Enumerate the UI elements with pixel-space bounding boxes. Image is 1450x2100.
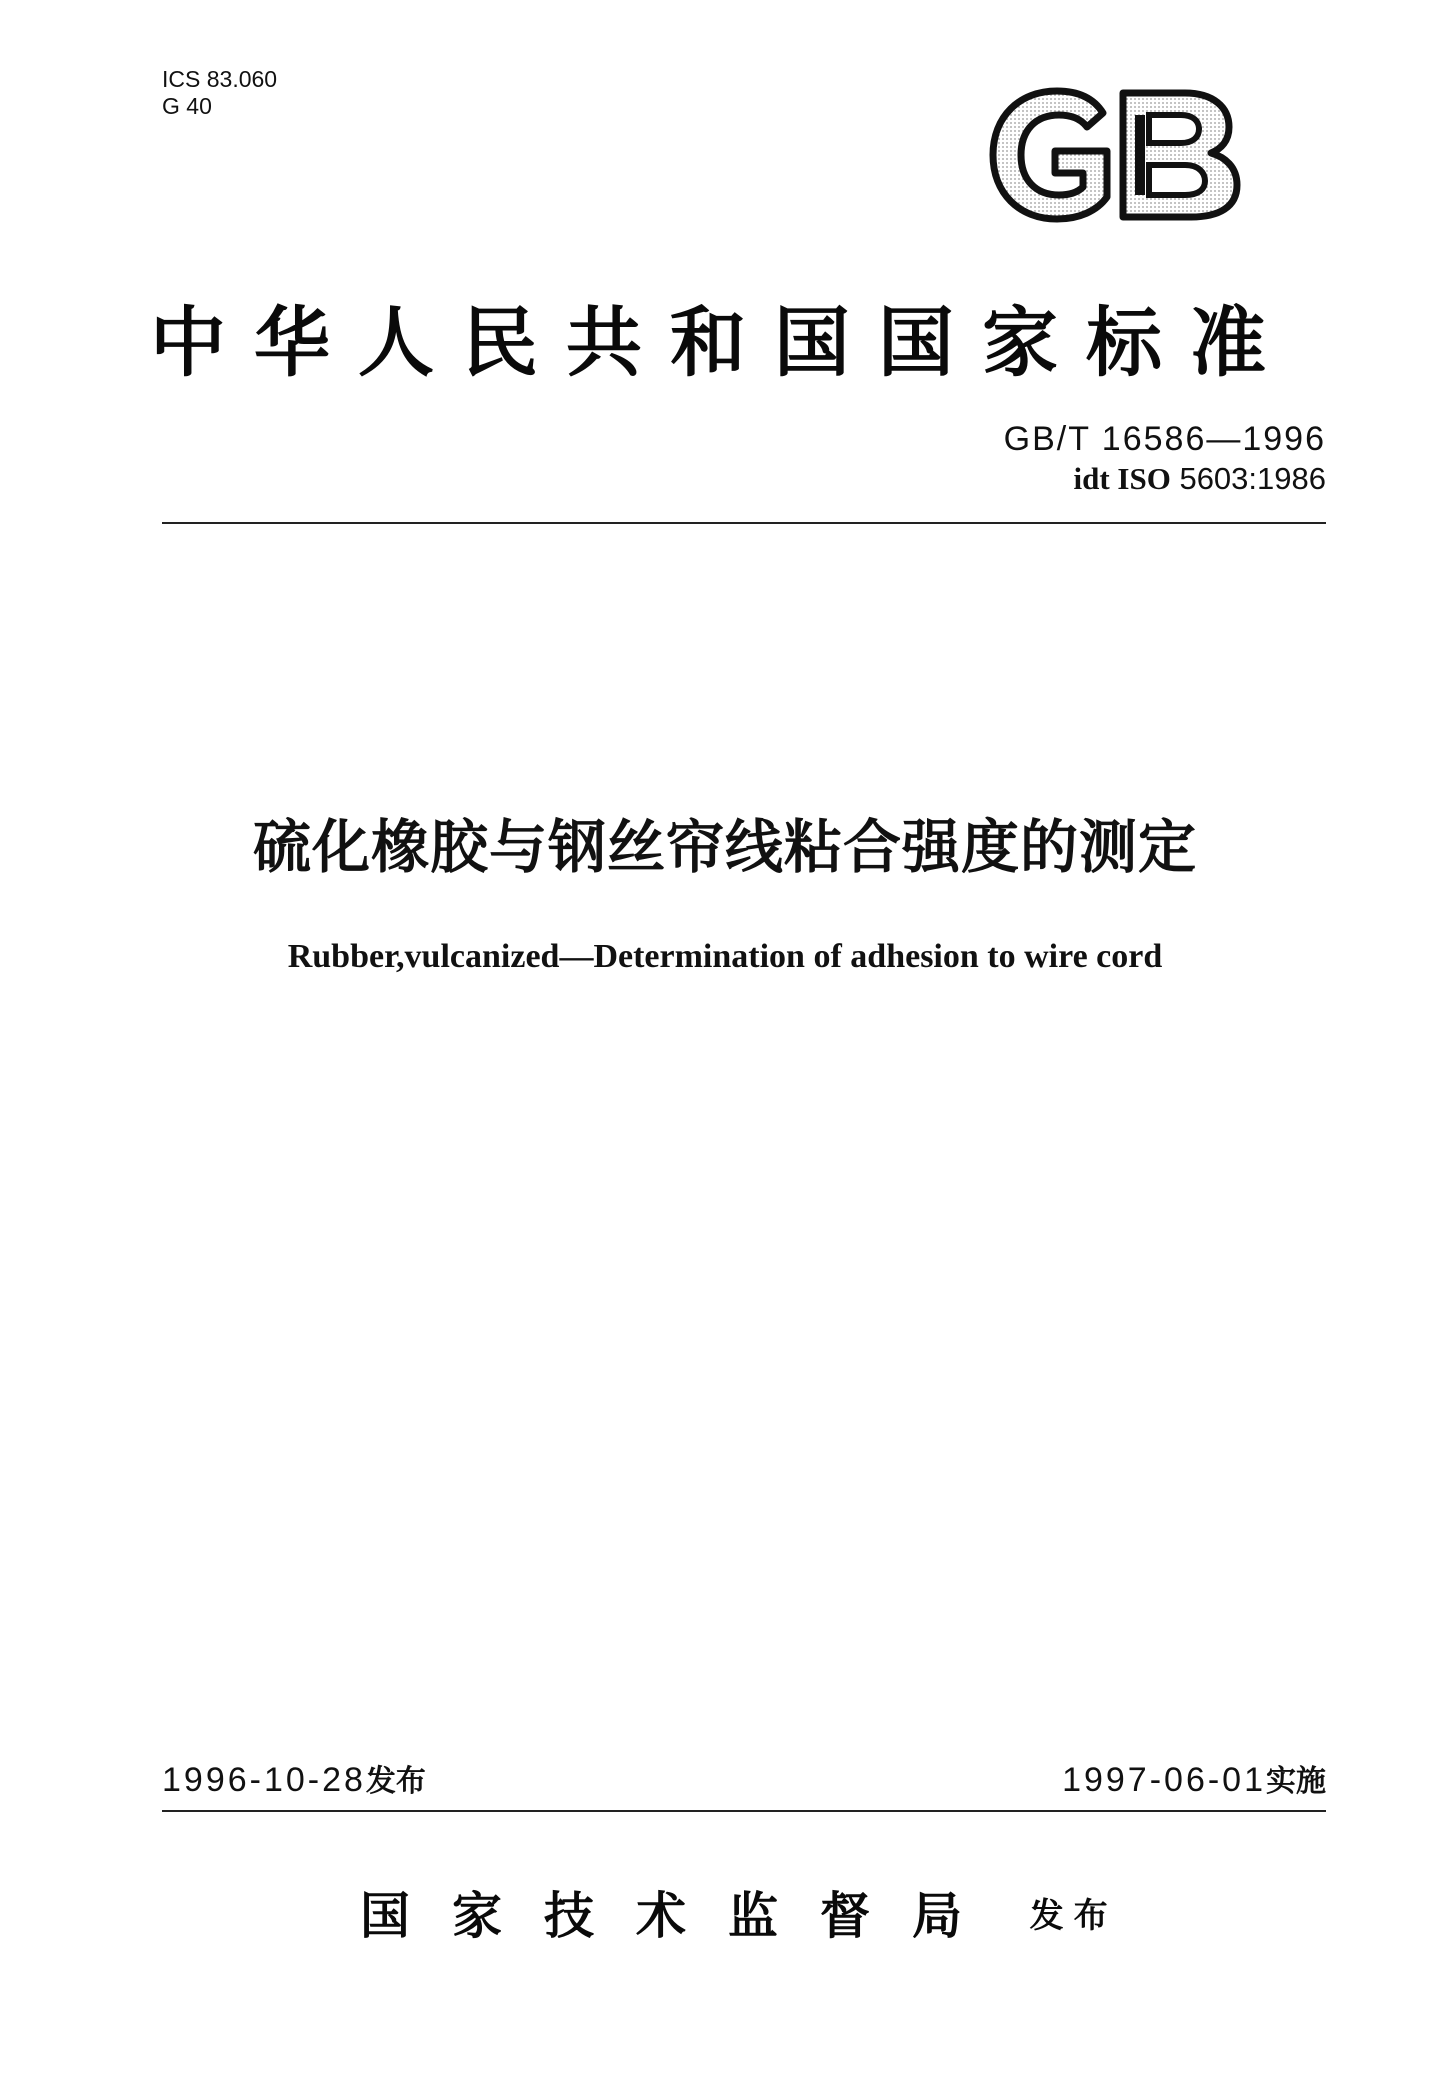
header-divider xyxy=(162,522,1326,524)
implementation-date-label: 实施 xyxy=(1266,1764,1326,1799)
iso-number: 5603:1986 xyxy=(1179,461,1326,496)
implementation-date-value: 1997-06-01 xyxy=(1062,1761,1266,1799)
implementation-date xyxy=(1062,1756,1326,1800)
publisher-line xyxy=(360,1876,1118,1948)
standard-number: GB/T 16586—1996 xyxy=(1003,420,1326,458)
document-title-english: Rubber,vulcanized—Determination of adhesion to wire cord xyxy=(287,938,1163,975)
ccs-code: G 40 xyxy=(162,93,212,119)
issue-date-label: 发布 xyxy=(365,1764,426,1799)
ics-code: ICS 83.060 xyxy=(162,66,278,92)
footer-divider xyxy=(162,1810,1326,1812)
date-row xyxy=(162,1758,1326,1806)
iso-equivalence xyxy=(1004,460,1326,498)
publisher-action: 发布 xyxy=(1029,1896,1118,1936)
publisher-name: 国家技术监督局 xyxy=(360,1886,1004,1945)
issue-date-value: 1996-10-28 xyxy=(162,1761,366,1799)
national-standard-heading: 中华人民共和国国家标准 xyxy=(150,298,1294,387)
standard-identifier-block xyxy=(1004,418,1326,498)
document-title-chinese: 硫化橡胶与钢丝帘线粘合强度的测定 xyxy=(252,813,1197,881)
classification-codes xyxy=(162,66,277,120)
issue-date xyxy=(162,1756,426,1800)
idt-prefix: idt ISO xyxy=(1073,461,1171,496)
gb-logo xyxy=(985,85,1245,225)
